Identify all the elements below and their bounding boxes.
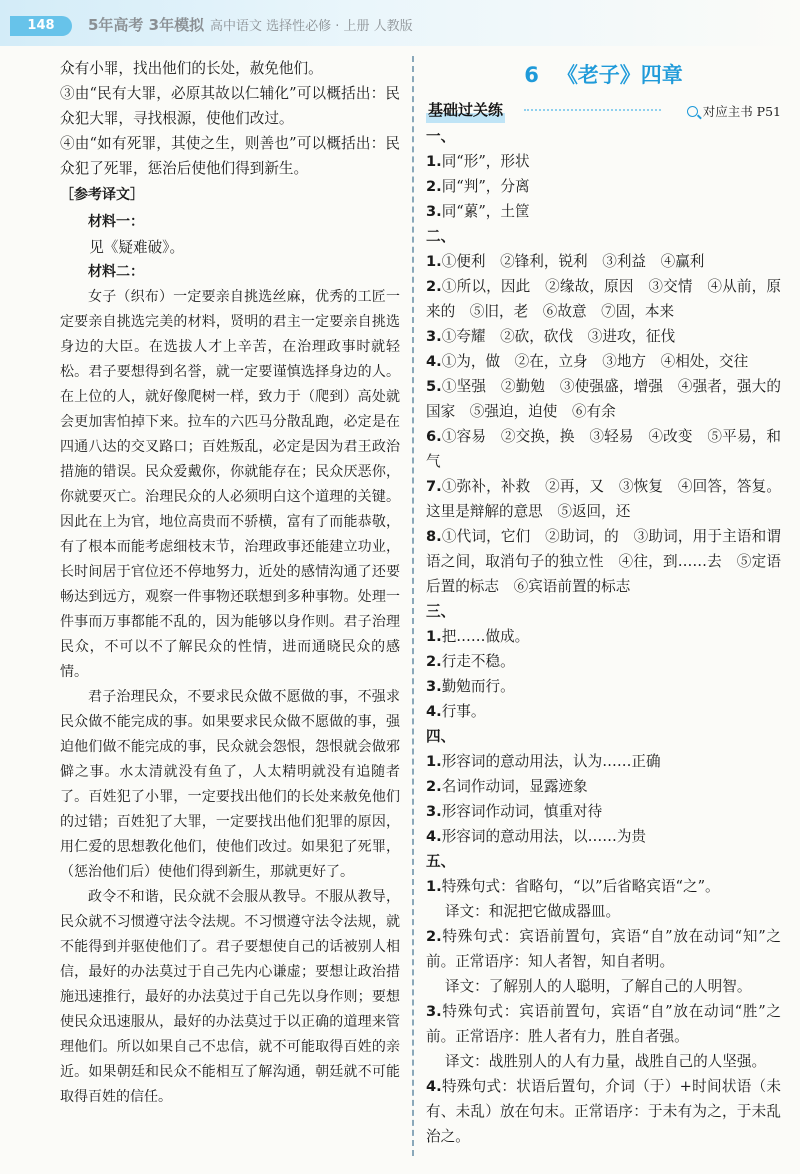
book-series: 5年高考 3年模拟 bbox=[88, 16, 205, 34]
item-number: 2. bbox=[426, 928, 442, 945]
answer-text: ①坚强 ②勤勉 ③使强盛，增强 ④强者，强大的国家 ⑤强迫，迫使 ⑥有余 bbox=[426, 378, 781, 420]
sentence-pattern-item bbox=[426, 999, 781, 1049]
answer-number: 2. bbox=[426, 178, 442, 195]
continued-paragraph: 众有小罪，找出他们的长处，赦免他们。 bbox=[60, 60, 323, 77]
answer-number: 3. bbox=[426, 328, 442, 345]
item-number: 4. bbox=[426, 1078, 442, 1095]
translation-paragraph-3: 政令不和谐，民众就不会服从教导。不服从教导，民众就不习惯遵守法令法规。不习惯遵守法令法规，就不能得到并驱使他们了。君子要想使自己的话被别人相信，最好的办法莫过于自己先内心谦虚；要想让政治措施迅速推行，最好的办法莫过于自己先以身作则；要想使民众迅速服从，最好的办法莫过于以正确的道理来管理他们。所以如果自己不忠信，就不可能取得百姓的亲近。如果朝廷和民众不能相互了解沟通，朝廷就不可能取得百姓的信任。 bbox=[60, 889, 400, 1105]
answer-line bbox=[426, 424, 781, 474]
answer-number: 一、 bbox=[426, 128, 456, 145]
sentence-pattern-item bbox=[426, 924, 781, 974]
answer-line bbox=[426, 699, 781, 724]
answer-line bbox=[426, 674, 781, 699]
answer-number: 3. bbox=[426, 803, 442, 820]
answer-number: 8. bbox=[426, 528, 442, 545]
answer-line bbox=[426, 124, 781, 149]
answer-line bbox=[426, 799, 781, 824]
search-icon bbox=[687, 106, 698, 117]
answer-line bbox=[426, 199, 781, 224]
answer-number: 2. bbox=[426, 653, 442, 670]
item-text: 特殊句式：状语后置句，介词（于）+时间状语（未有、未乱）放在句末。正常语序：于未有为之，于未乱治之。 bbox=[426, 1078, 781, 1145]
item-number: 1. bbox=[426, 878, 442, 895]
chapter-name: 《老子》四章 bbox=[556, 63, 683, 87]
answer-number: 4. bbox=[426, 703, 442, 720]
section-title: 基础过关练 bbox=[426, 98, 505, 123]
answer-number: 7. bbox=[426, 478, 442, 495]
answer-line bbox=[426, 349, 781, 374]
answer-number: 5. bbox=[426, 378, 442, 395]
answer-text: 形容词的意动用法，以……为贵 bbox=[441, 828, 647, 845]
sentence-pattern-list bbox=[426, 874, 781, 1149]
item-text: 特殊句式：宾语前置句，宾语“自”放在动词“胜”之前。正常语序：胜人者有力，胜自者强。 bbox=[426, 1003, 781, 1045]
answer-line bbox=[426, 474, 781, 524]
sentence-pattern-item bbox=[426, 1074, 781, 1149]
chapter-number: 6 bbox=[524, 63, 539, 87]
answer-line bbox=[426, 249, 781, 274]
answer-line bbox=[426, 749, 781, 774]
answer-text: 把……做成。 bbox=[441, 628, 530, 645]
answer-text: ①弥补，补救 ②再，又 ③恢复 ④回答，答复。这里是辩解的意思 ⑤返回，还 bbox=[426, 478, 781, 520]
answer-line bbox=[426, 599, 781, 624]
answer-text: ①便利 ②锋利，锐利 ③利益 ④赢利 bbox=[441, 253, 705, 270]
answer-text: ①容易 ②交换，换 ③轻易 ④改变 ⑤平易，和气 bbox=[426, 428, 781, 470]
translation-paragraph-1: 女子（织布）一定要亲自挑选丝麻，优秀的工匠一定要亲自挑选完美的材料，贤明的君主一定要亲自挑选身边的大臣。在选拔人才上辛苦，在治理政事时就轻松。君子要想得到名誉，就一定要谨慎选择身边的人。在上位的人，就好像爬树一样，致力于（爬到）高处就会更加害怕掉下来。拉车的六匹马分散乱跑，必定是在四通八达的交叉路口；百姓叛乱，必定是因为君王政治措施的错误。民众爱戴你，你就能存在；民众厌恶你，你就要灭亡。治理民众的人必须明白这个道理的关键。因此在上为官，地位高贵而不骄横，富有了而能恭敬，有了根本而能考虑细枝末节，治理政事还能建立功业，长时间居于官位还不停地努力，近处的感情沟通了还要畅达到远方，观察一件事物还联想到多种事物。处理一件事而万事都能不乱的，因为能够以身作则。君子治理民众，不可以不了解民众的性情，进而通晓民众的感情。 bbox=[60, 289, 400, 680]
answer-text: 行走不稳。 bbox=[441, 653, 515, 670]
answer-text: ①为，做 ②在，立身 ③地方 ④相处，交往 bbox=[441, 353, 749, 370]
answer-number: 3. bbox=[426, 203, 442, 220]
answer-line bbox=[426, 774, 781, 799]
answer-number: 2. bbox=[426, 278, 442, 295]
answer-text: ①所以，因此 ②缘故，原因 ③交情 ④从前，原来的 ⑤旧，老 ⑥故意 ⑦固，本来 bbox=[426, 278, 781, 320]
item-translation: 译文：和泥把它做成器皿。 bbox=[444, 903, 621, 920]
item-text: 特殊句式：宾语前置句，宾语“自”放在动词“知”之前。正常语序：知人者智，知自者明。 bbox=[426, 928, 781, 970]
section-reference bbox=[687, 99, 781, 124]
right-column bbox=[426, 60, 781, 1149]
item-text: 特殊句式：省略句，“以”后省略宾语“之”。 bbox=[441, 878, 720, 895]
answer-line bbox=[426, 374, 781, 424]
summary-paragraph-4: ④由“如有死罪，其使之生，则善也”可以概括出：民众犯了死罪，惩治后使他们得到新生。 bbox=[60, 135, 400, 177]
answer-number: 2. bbox=[426, 778, 442, 795]
answer-number: 4. bbox=[426, 353, 442, 370]
item-translation: 译文：了解别人的人聪明，了解自己的人明智。 bbox=[444, 978, 752, 995]
answer-line bbox=[426, 724, 781, 749]
answer-number: 三、 bbox=[426, 603, 456, 620]
answer-line bbox=[426, 624, 781, 649]
answer-number: 3. bbox=[426, 678, 442, 695]
translation-paragraph-2: 君子治理民众，不要求民众做不愿做的事，不强求民众做不能完成的事。如果要求民众做不愿做的事，强迫他们做不能完成的事，民众就会怨恨，怨恨就会做邪僻之事。水太清就没有鱼了，人太精明就没有追随者了。百姓犯了小罪，一定要找出他们的长处来赦免他们的过错；百姓犯了大罪，一定要找出他们犯罪的原因，用仁爱的思想教化他们，使他们改过。如果犯了死罪，（惩治他们后）使他们得到新生，那就更好了。 bbox=[60, 689, 400, 880]
item-number: 3. bbox=[426, 1003, 442, 1020]
material-1-title: 材料一： bbox=[88, 214, 144, 230]
answer-text: 名词作动词，显露迹象 bbox=[441, 778, 588, 795]
answer-number: 五、 bbox=[426, 853, 456, 870]
sentence-pattern-item bbox=[426, 874, 781, 899]
section-reference-text: 对应主书 P51 bbox=[702, 104, 781, 119]
answer-line bbox=[426, 824, 781, 849]
material-2-title: 材料二： bbox=[88, 264, 144, 280]
chapter-title bbox=[426, 60, 781, 90]
answer-line bbox=[426, 324, 781, 349]
column-divider bbox=[412, 56, 414, 1156]
answer-line bbox=[426, 524, 781, 599]
answer-number: 1. bbox=[426, 753, 442, 770]
answer-text: 行事。 bbox=[441, 703, 486, 720]
answer-text: ①代词，它们 ②助词，的 ③助词，用于主语和谓语之间，取消句子的独立性 ④往，到……去 ⑤定语后置的标志 ⑥宾语前置的标志 bbox=[426, 528, 781, 595]
answer-line bbox=[426, 174, 781, 199]
answer-number: 1. bbox=[426, 628, 442, 645]
left-column bbox=[60, 56, 400, 1110]
answer-text: 同“蔂”，土筐 bbox=[441, 203, 530, 220]
answer-number: 1. bbox=[426, 253, 442, 270]
section-header bbox=[426, 96, 781, 122]
answer-text: 勤勉而行。 bbox=[441, 678, 515, 695]
answer-text: 同“形”，形状 bbox=[441, 153, 530, 170]
answer-text: 同“判”，分离 bbox=[441, 178, 530, 195]
answer-line bbox=[426, 649, 781, 674]
answer-text: 形容词作动词，慎重对待 bbox=[441, 803, 603, 820]
page-number: 148 bbox=[10, 16, 72, 36]
answer-line bbox=[426, 849, 781, 874]
reference-translation-heading: ［参考译文］ bbox=[60, 187, 144, 203]
section-dots bbox=[524, 109, 661, 111]
book-info: 高中语文 选择性必修 · 上册 人教版 bbox=[210, 19, 413, 34]
summary-paragraph-3: ③由“民有大罪，必原其故以仁辅化”可以概括出：民众犯大罪，寻找根源，使他们改过。 bbox=[60, 85, 400, 127]
material-1-text: 见《疑难破》。 bbox=[89, 239, 185, 256]
answer-line bbox=[426, 149, 781, 174]
answer-number: 二、 bbox=[426, 228, 456, 245]
answer-list bbox=[426, 124, 781, 874]
answer-text: ①夸耀 ②砍，砍伐 ③进攻，征伐 bbox=[441, 328, 676, 345]
answer-line bbox=[426, 224, 781, 249]
answer-number: 6. bbox=[426, 428, 442, 445]
answer-text: 形容词的意动用法，认为……正确 bbox=[441, 753, 661, 770]
answer-line bbox=[426, 274, 781, 324]
item-translation: 译文：战胜别人的人有力量，战胜自己的人坚强。 bbox=[444, 1053, 767, 1070]
answer-number: 1. bbox=[426, 153, 442, 170]
answer-number: 4. bbox=[426, 828, 442, 845]
answer-number: 四、 bbox=[426, 728, 456, 745]
